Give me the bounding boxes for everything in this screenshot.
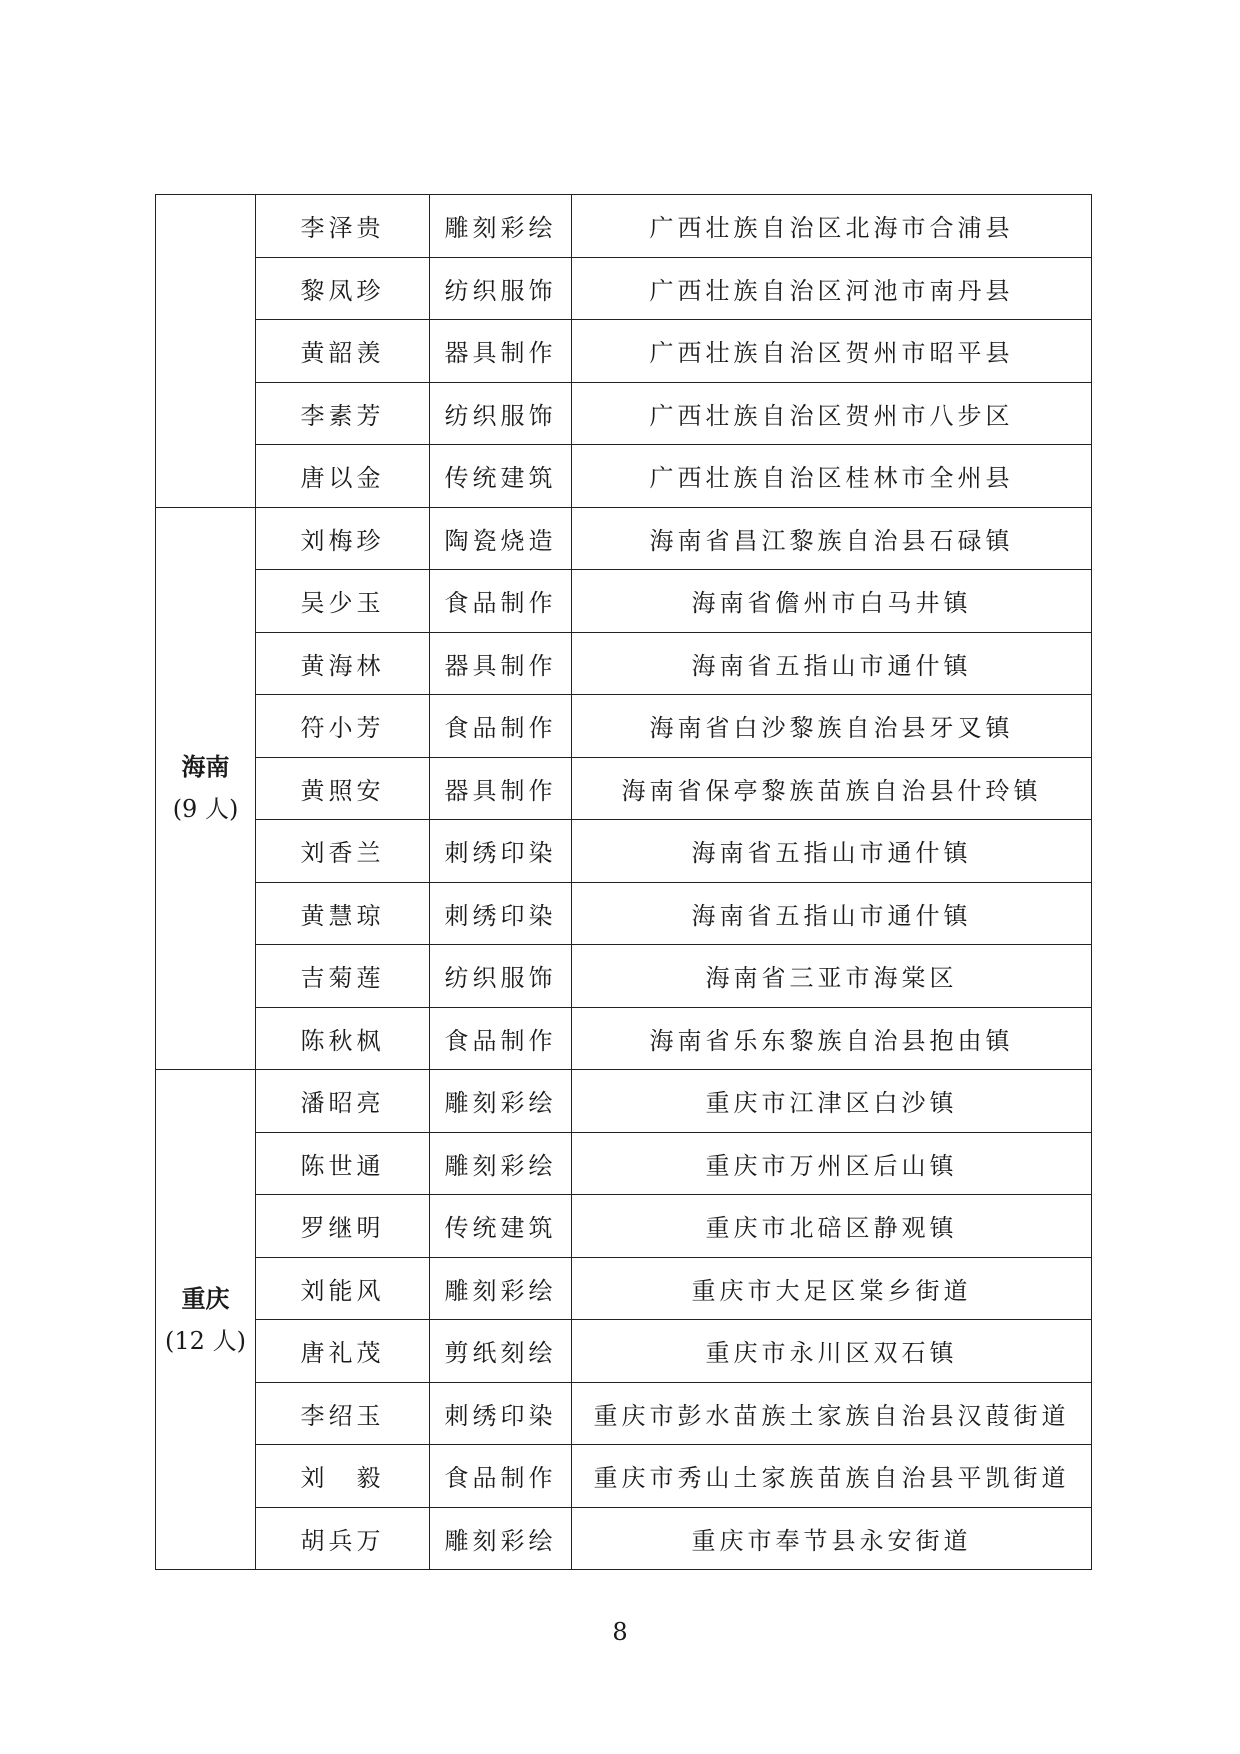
craft-category-cell: 刺绣印染: [430, 1382, 572, 1445]
craft-category-cell: 雕刻彩绘: [430, 195, 572, 258]
location-cell: 海南省儋州市白马井镇: [572, 570, 1092, 633]
table-row: [156, 570, 1092, 633]
table-row: [156, 1132, 1092, 1195]
table-row: [156, 507, 1092, 570]
person-name-cell: 刘能风: [256, 1257, 430, 1320]
roster-table: [155, 194, 1092, 1570]
person-name-cell: 李绍玉: [256, 1382, 430, 1445]
location-cell: 海南省保亭黎族苗族自治县什玲镇: [572, 757, 1092, 820]
person-name-cell: 罗继明: [256, 1195, 430, 1258]
region-name: 重庆: [181, 1284, 230, 1313]
person-name-cell: 吉菊莲: [256, 945, 430, 1008]
person-name-cell: 黎凤珍: [256, 257, 430, 320]
table-row: [156, 632, 1092, 695]
table-row: [156, 1070, 1092, 1133]
location-cell: 海南省五指山市通什镇: [572, 820, 1092, 883]
region-cell: [156, 195, 256, 508]
location-cell: 重庆市秀山土家族苗族自治县平凯街道: [572, 1445, 1092, 1508]
craft-category-cell: 雕刻彩绘: [430, 1132, 572, 1195]
table-row: [156, 1382, 1092, 1445]
craft-category-cell: 器具制作: [430, 320, 572, 383]
table-row: [156, 757, 1092, 820]
table-row: [156, 257, 1092, 320]
craft-category-cell: 雕刻彩绘: [430, 1257, 572, 1320]
craft-category-cell: 剪纸刻绘: [430, 1320, 572, 1383]
craft-category-cell: 器具制作: [430, 757, 572, 820]
person-name-cell: 黄韶羡: [256, 320, 430, 383]
craft-category-cell: 陶瓷烧造: [430, 507, 572, 570]
region-cell: [156, 1070, 256, 1570]
roster-table-body: [156, 195, 1092, 1570]
craft-category-cell: 纺织服饰: [430, 382, 572, 445]
region-count: (9 人): [172, 795, 239, 824]
location-cell: 海南省五指山市通什镇: [572, 632, 1092, 695]
craft-category-cell: 传统建筑: [430, 1195, 572, 1258]
region-cell: [156, 507, 256, 1070]
person-name-cell: 胡兵万: [256, 1507, 430, 1570]
location-cell: 广西壮族自治区河池市南丹县: [572, 257, 1092, 320]
person-name-cell: 李素芳: [256, 382, 430, 445]
craft-category-cell: 雕刻彩绘: [430, 1070, 572, 1133]
location-cell: 海南省乐东黎族自治县抱由镇: [572, 1007, 1092, 1070]
person-name-cell: 刘梅珍: [256, 507, 430, 570]
person-name-cell: 黄照安: [256, 757, 430, 820]
location-cell: 重庆市万州区后山镇: [572, 1132, 1092, 1195]
craft-category-cell: 雕刻彩绘: [430, 1507, 572, 1570]
craft-category-cell: 食品制作: [430, 570, 572, 633]
table-row: [156, 1320, 1092, 1383]
person-name-cell: 陈秋枫: [256, 1007, 430, 1070]
location-cell: 广西壮族自治区贺州市昭平县: [572, 320, 1092, 383]
table-row: [156, 320, 1092, 383]
location-cell: 海南省三亚市海棠区: [572, 945, 1092, 1008]
person-name-cell: 黄慧琼: [256, 882, 430, 945]
table-row: [156, 1507, 1092, 1570]
table-row: [156, 1445, 1092, 1508]
craft-category-cell: 刺绣印染: [430, 820, 572, 883]
table-row: [156, 382, 1092, 445]
craft-category-cell: 刺绣印染: [430, 882, 572, 945]
location-cell: 重庆市江津区白沙镇: [572, 1070, 1092, 1133]
location-cell: 广西壮族自治区桂林市全州县: [572, 445, 1092, 508]
table-row: [156, 1257, 1092, 1320]
location-cell: 重庆市奉节县永安街道: [572, 1507, 1092, 1570]
person-name-cell: 潘昭亮: [256, 1070, 430, 1133]
table-row: [156, 882, 1092, 945]
location-cell: 广西壮族自治区北海市合浦县: [572, 195, 1092, 258]
person-name-cell: 唐以金: [256, 445, 430, 508]
person-name-cell: 符小芳: [256, 695, 430, 758]
region-name: 海南: [181, 753, 230, 782]
craft-category-cell: 传统建筑: [430, 445, 572, 508]
person-name-cell: 刘 毅: [256, 1445, 430, 1508]
table-row: [156, 445, 1092, 508]
table-row: [156, 695, 1092, 758]
table-row: [156, 1195, 1092, 1258]
person-name-cell: 黄海林: [256, 632, 430, 695]
location-cell: 海南省白沙黎族自治县牙叉镇: [572, 695, 1092, 758]
table-row: [156, 195, 1092, 258]
table-row: [156, 820, 1092, 883]
person-name-cell: 陈世通: [256, 1132, 430, 1195]
person-name-cell: 李泽贵: [256, 195, 430, 258]
location-cell: 广西壮族自治区贺州市八步区: [572, 382, 1092, 445]
person-name-cell: 唐礼茂: [256, 1320, 430, 1383]
location-cell: 重庆市北碚区静观镇: [572, 1195, 1092, 1258]
location-cell: 海南省五指山市通什镇: [572, 882, 1092, 945]
location-cell: 重庆市大足区棠乡街道: [572, 1257, 1092, 1320]
table-row: [156, 945, 1092, 1008]
craft-category-cell: 器具制作: [430, 632, 572, 695]
location-cell: 重庆市彭水苗族土家族自治县汉葭街道: [572, 1382, 1092, 1445]
craft-category-cell: 食品制作: [430, 1445, 572, 1508]
craft-category-cell: 食品制作: [430, 695, 572, 758]
craft-category-cell: 纺织服饰: [430, 257, 572, 320]
page-number: 8: [612, 1618, 628, 1646]
person-name-cell: 吴少玉: [256, 570, 430, 633]
region-count: (12 人): [165, 1326, 246, 1355]
location-cell: 海南省昌江黎族自治县石碌镇: [572, 507, 1092, 570]
location-cell: 重庆市永川区双石镇: [572, 1320, 1092, 1383]
person-name-cell: 刘香兰: [256, 820, 430, 883]
craft-category-cell: 食品制作: [430, 1007, 572, 1070]
table-row: [156, 1007, 1092, 1070]
craft-category-cell: 纺织服饰: [430, 945, 572, 1008]
